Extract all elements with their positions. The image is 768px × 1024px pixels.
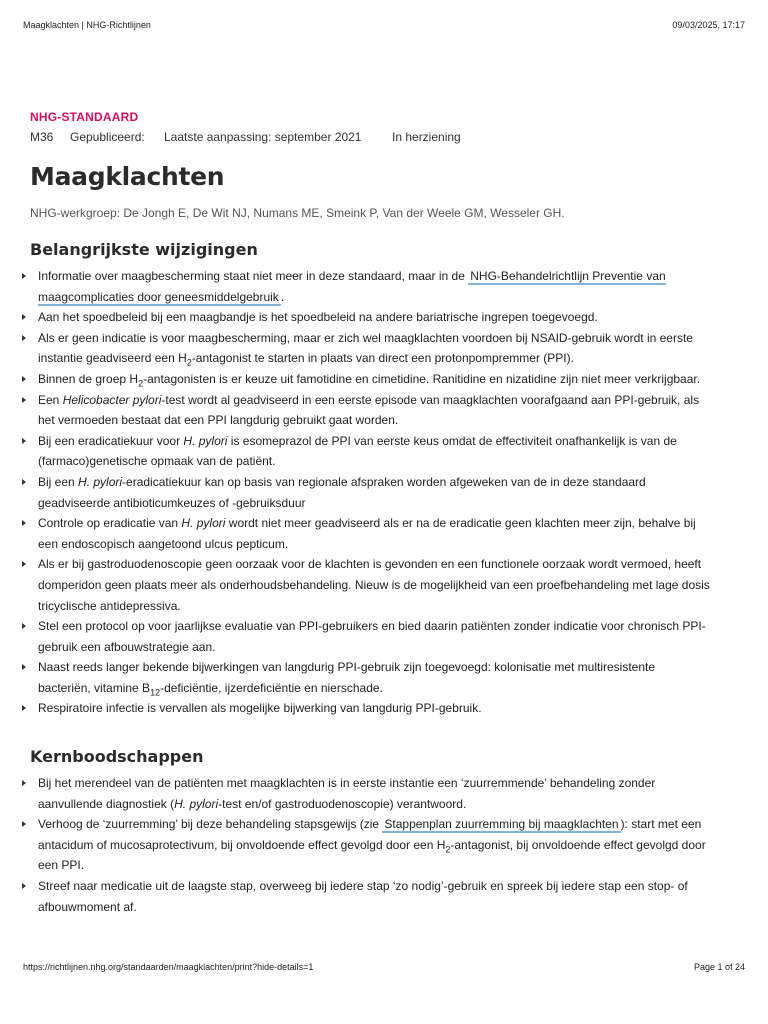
list-item: Respiratoire infectie is vervallen als mogelijke bijwerking van langdurig PPI-gebruik.	[30, 698, 710, 719]
kern-list	[30, 773, 710, 917]
page-number: Page 1 of 24	[693, 962, 745, 972]
print-title: Maagklachten | NHG-Richtlijnen	[23, 20, 151, 30]
list-item: Controle op eradicatie van H. pylori wordt niet meer geadviseerd als er na de eradicatie geen klachten meer zijn, behalve bij een endoscopisch aangetoond ulcus pepticum.	[30, 513, 710, 554]
list-item: Streef naar medicatie uit de laagste stap, overweeg bij iedere stap ‘zo nodig’-gebruik en spreek bij iedere stap een stop- of afbouwmoment af.	[30, 876, 710, 917]
list-item: Naast reeds langer bekende bijwerkingen van langdurig PPI-gebruik zijn toegevoegd: kolonisatie met multiresistente bacteriën, vitamine $B_{12}$-deficiëntie, ijzerdeficiëntie en nierschade.	[30, 657, 710, 698]
print-header	[23, 20, 745, 30]
last-update: Laatste aanpassing: september 2021	[164, 130, 362, 144]
stappenplan-link[interactable]: Stappenplan zuurremming bij maagklachten	[384, 817, 619, 832]
werkgroep: NHG-werkgroep: De Jongh E, De Wit NJ, Numans ME, Smeink P, Van der Weele GM, Wesseler GH.	[30, 206, 565, 220]
changes-list	[30, 266, 710, 719]
list-item: Bij het merendeel van de patiënten met maagklachten is in eerste instantie een ‘zuurremmende’ behandeling zonder aanvullende diagnostiek (H. pylori-test en/of gastroduodenoscopie) verantwoord.	[30, 773, 710, 814]
page-title: Maagklachten	[30, 162, 225, 191]
list-item: Stel een protocol op voor jaarlijkse evaluatie van PPI-gebruikers en bied daarin patiënten zonder indicatie voor chronisch PPI-gebruik een afbouwstrategie aan.	[30, 616, 710, 657]
list-item: Aan het spoedbeleid bij een maagbandje is het spoedbeleid na andere bariatrische ingrepen toegevoegd.	[30, 307, 710, 328]
status-badge: In herziening	[392, 130, 461, 144]
print-datetime: 09/03/2025, 17:17	[672, 20, 745, 30]
list-item: Als er bij gastroduodenoscopie geen oorzaak voor de klachten is gevonden en een functionele oorzaak wordt vermoed, heeft domperidon geen plaats meer als onderhoudsbehandeling. Nieuw is de mogelijkheid van een proefbehandeling met lage dosis tricyclische antidepressiva.	[30, 554, 710, 616]
changes-heading: Belangrijkste wijzigingen	[30, 240, 258, 259]
list-item: Informatie over maagbescherming staat niet meer in deze standaard, maar in de NHG-Behandelrichtlijn Preventie van maagcomplicaties door geneesmiddelgebruik .	[30, 266, 710, 307]
list-item: Bij een H. pylori-eradicatiekuur kan op basis van regionale afspraken worden afgeweken van de in deze standaard geadviseerde antibioticumkeuzes of -gebruiksduur	[30, 472, 710, 513]
published-label: Gepubliceerd:	[70, 130, 145, 144]
print-footer	[23, 962, 745, 972]
list-item: Verhoog de ‘zuurremming’ bij deze behandeling stapsgewijs (zie Stappenplan zuurremming bij maagklachten ): start met een antacidum of mucosaprotectivum, bij onvoldoende effect gevolgd door een $H_2$-antagonist, bij onvoldoende effect gevolgd door een PPI.	[30, 814, 710, 876]
standard-code: M36	[30, 130, 54, 144]
kern-heading: Kernboodschappen	[30, 747, 204, 767]
list-item: Bij een eradicatiekuur voor H. pylori is esomeprazol de PPI van eerste keus omdat de effectiviteit onafhankelijk is van de (farmaco)genetische opmaak van de patiënt.	[30, 431, 710, 472]
main-content	[30, 110, 710, 917]
meta-row	[30, 130, 710, 146]
print-url: https://richtlijnen.nhg.org/standaarden/maagklachten/print?hide-details=1	[23, 962, 314, 972]
behandelrichtlijn-link[interactable]: NHG-Behandelrichtlijn Preventie van maagcomplicaties door geneesmiddelgebruik	[38, 269, 666, 304]
list-item: Een Helicobacter pylori-test wordt al geadviseerd in een eerste episode van maagklachten voorafgaand aan PPI-gebruik, als het vermoeden bestaat dat een PPI langdurig gebruikt gaat worden.	[30, 390, 710, 431]
list-item: Als er geen indicatie is voor maagbescherming, maar er zich wel maagklachten voordoen bij NSAID-gebruik wordt in eerste instantie geadviseerd een $H_2$-antagonist te starten in plaats van direct een protonpompremmer (PPI).	[30, 328, 710, 369]
standard-label: NHG-STANDAARD	[30, 110, 139, 124]
list-item: Binnen de groep $H_2$-antagonisten is er keuze uit famotidine en cimetidine. Ranitidine en nizatidine zijn niet meer verkrijgbaar.	[30, 369, 710, 390]
